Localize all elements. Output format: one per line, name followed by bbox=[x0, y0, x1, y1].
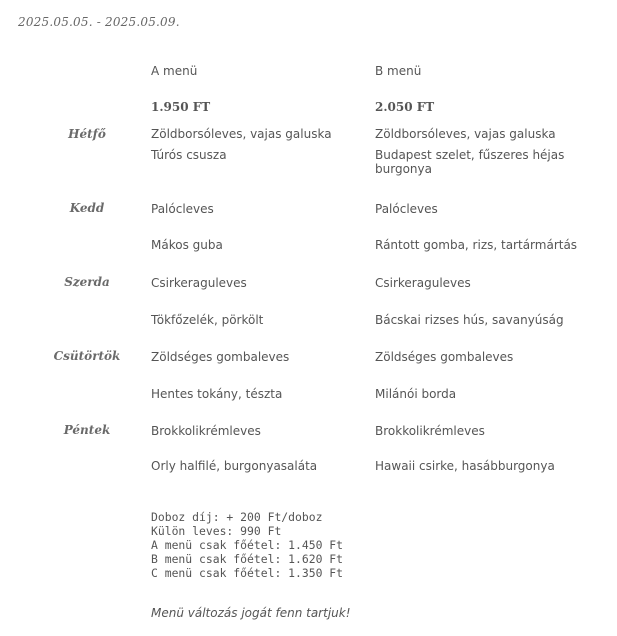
price-b-menu: 2.050 FT bbox=[375, 100, 435, 114]
menu-item-thursday-b-main: Milánói borda bbox=[375, 387, 457, 401]
menu-item-tuesday-b-soup: Palócleves bbox=[375, 202, 438, 216]
day-label-wednesday: Szerda bbox=[64, 275, 110, 289]
menu-item-wednesday-b-main: Bácskai rizses hús, savanyúság bbox=[375, 313, 564, 327]
menu-item-thursday-a-soup: Zöldséges gombaleves bbox=[151, 350, 290, 364]
note-box-fee: Doboz díj: + 200 Ft/doboz bbox=[151, 510, 323, 524]
day-label-thursday: Csütörtök bbox=[53, 349, 121, 363]
menu-item-friday-b-main: Hawaii csirke, hasábburgonya bbox=[375, 459, 555, 473]
menu-item-thursday-b-soup: Zöldséges gombaleves bbox=[375, 350, 514, 364]
price-notes bbox=[151, 510, 343, 580]
day-label-monday: Hétfő bbox=[68, 127, 106, 141]
menu-item-monday-b-main: Budapest szelet, fűszeres héjas burgonya bbox=[375, 148, 565, 176]
column-header-a-menu: A menü bbox=[151, 64, 198, 78]
menu-item-friday-a-soup: Brokkolikrémleves bbox=[151, 424, 261, 438]
note-c-main-only: C menü csak főétel: 1.350 Ft bbox=[151, 566, 344, 580]
menu-item-tuesday-a-main: Mákos guba bbox=[151, 238, 223, 252]
note-b-main-only: B menü csak főétel: 1.620 Ft bbox=[151, 552, 344, 566]
price-a-menu: 1.950 FT bbox=[151, 100, 211, 114]
menu-item-monday-a-soup: Zöldborsóleves, vajas galuska bbox=[151, 127, 332, 141]
menu-item-wednesday-a-main: Tökfőzelék, pörkölt bbox=[151, 313, 264, 327]
day-label-tuesday: Kedd bbox=[69, 201, 105, 215]
menu-item-thursday-a-main: Hentes tokány, tészta bbox=[151, 387, 283, 401]
menu-item-wednesday-b-soup: Csirkeraguleves bbox=[375, 276, 471, 290]
menu-change-disclaimer: Menü változás jogát fenn tartjuk! bbox=[151, 606, 351, 620]
date-range: 2025.05.05. - 2025.05.09. bbox=[18, 15, 180, 29]
menu-item-friday-b-soup: Brokkolikrémleves bbox=[375, 424, 485, 438]
note-a-main-only: A menü csak főétel: 1.450 Ft bbox=[151, 538, 344, 552]
menu-item-monday-b-soup: Zöldborsóleves, vajas galuska bbox=[375, 127, 556, 141]
day-label-friday: Péntek bbox=[63, 423, 111, 437]
menu-item-friday-a-main: Orly halfilé, burgonyasaláta bbox=[151, 459, 318, 473]
menu-item-wednesday-a-soup: Csirkeraguleves bbox=[151, 276, 247, 290]
menu-item-tuesday-b-main: Rántott gomba, rizs, tartármártás bbox=[375, 238, 578, 252]
column-header-b-menu: B menü bbox=[375, 64, 422, 78]
note-separate-soup: Külön leves: 990 Ft bbox=[151, 524, 282, 538]
menu-item-tuesday-a-soup: Palócleves bbox=[151, 202, 214, 216]
menu-item-monday-a-main: Túrós csusza bbox=[151, 148, 227, 162]
